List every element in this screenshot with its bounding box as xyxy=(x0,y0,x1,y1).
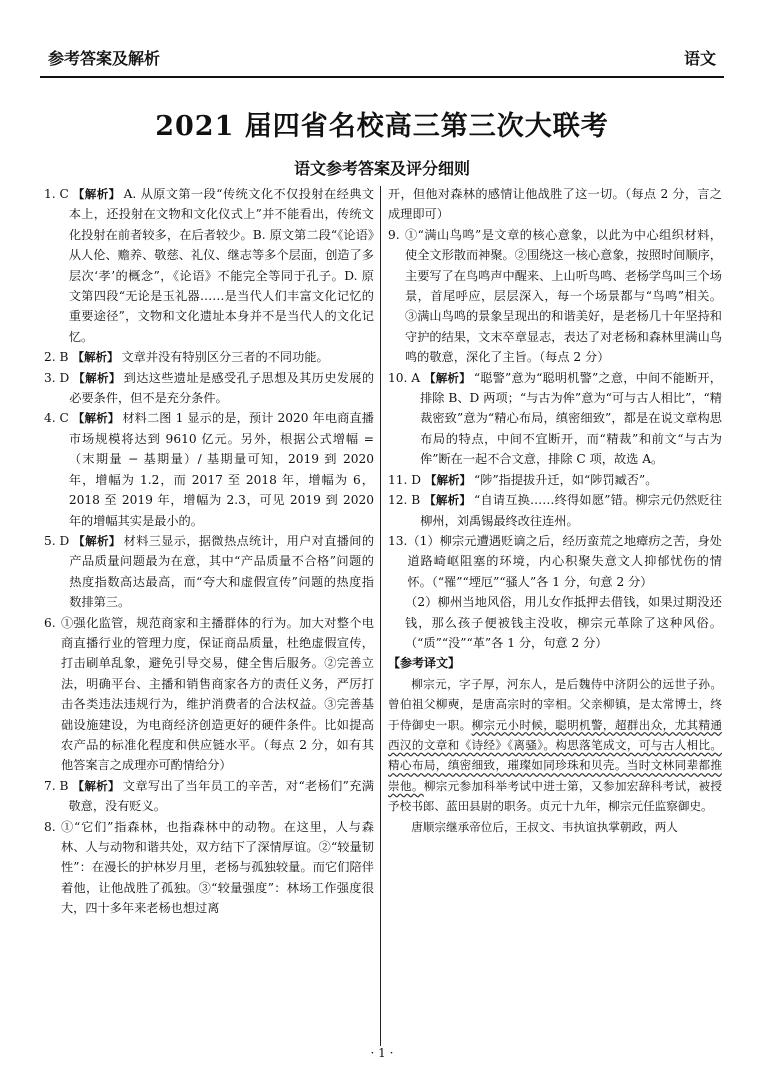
analysis-tag: 【解析】 xyxy=(425,472,472,487)
answer-subitem: （2）柳州当地风俗，用儿女作抵押去借钱，如果过期没还钱，那么孩子便被钱主没收，柳宗元革除了这种风俗。（“质”“没”“革”各 1 分，句意 2 分） xyxy=(405,595,722,650)
translation-heading: 【参考译文】 xyxy=(388,656,461,671)
header-right-text: 语文 xyxy=(683,49,716,68)
column-divider xyxy=(380,186,381,1046)
answer-number: 6. xyxy=(44,615,56,630)
answer-item xyxy=(44,347,374,367)
answer-number: 3. D xyxy=(44,370,70,385)
answer-item xyxy=(388,470,722,490)
analysis-tag: 【解析】 xyxy=(72,411,120,426)
translation-paragraph xyxy=(388,674,722,817)
analysis-tag: 【解析】 xyxy=(73,533,121,548)
analysis-tag: 【解析】 xyxy=(72,350,119,365)
answer-number: 8. xyxy=(44,819,56,834)
analysis-tag: 【解析】 xyxy=(72,187,121,201)
answer-text: A. 从原文第一段“传统文化不仅投射在经典文本上，还投射在文物和文化仪式上”并不能看出，传统文化投射在前者较多，在后者较少。B. 原文第二段“《论语》从人伦、赡养、敬慈、礼仪、继志等多个层面，创造了多层次‘孝’的概念”，《论语》不能完全等同于孔子。D. 原文第四段“无论是玉礼器……是当代人们丰富文化记忆的重要途径”，文物和文化遗址本身并不是当代人的文化记忆。 xyxy=(68,187,375,344)
answer-text: 材料二图 1 显示的是，预计 2020 年电商直播市场规模将达到 9610 亿元。另外，根据公式增幅 =（末期量 − 基期量）/ 基期量可知，2019 到 2020 年，增幅为 1.2，而 2017 至 2018 年，增幅为 6，2018 至 2019 年，增幅为 2.3，可见 2019 到 2020 年的增幅其实是最小的。 xyxy=(68,411,374,528)
answer-text: 到达这些遗址是感受孔子思想及其历史发展的必要条件，但不是充分条件。 xyxy=(69,370,375,406)
left-column xyxy=(44,184,374,919)
answer-text: 文章写出了当年员工的辛苦，对“老杨们”充满敬意，没有贬义。 xyxy=(68,778,374,814)
page-title: 2021 届四省名校高三第三次大联考 xyxy=(155,111,609,142)
answer-text: ①“它们”指森林，也指森林中的动物。在这里，人与森林、人与动物和谐共处，双方结下了深情厚谊。②“较量韧性”：在漫长的护林岁月里，老杨与孤独较量。而它们陪伴着他，让他战胜了孤独。③“较量强度”：林场工作强度很大，四十多年来老杨也想过离 xyxy=(61,819,374,916)
page-subtitle: 语文参考答案及评分细则 xyxy=(293,159,470,178)
answer-text: （1）柳宗元遭遇贬谪之后，经历蛮荒之地瘴疠之苦，身处道路崎岖阻塞的环境，内心积聚失意文人抑郁忧伤的情怀。（“罹”“堙厄”“骚人”各 1 分，句意 2 分） xyxy=(407,533,722,589)
answer-item xyxy=(44,408,374,530)
analysis-tag: 【解析】 xyxy=(424,493,472,508)
translation-paragraph: 唐顺宗继承帝位后，王叔文、韦执谊执掌朝政，两人 xyxy=(411,819,678,834)
answer-item xyxy=(388,225,722,368)
answer-number: 5. D xyxy=(44,533,70,548)
answer-item xyxy=(44,817,374,919)
translation-text: 柳宗元参加科举考试中进士第，又参加宏辞科考试，被授予校书郎、蓝田县尉的职务。贞元十九年，柳宗元任监察御史。 xyxy=(388,778,722,814)
answer-number: 10. A xyxy=(388,370,421,385)
answer-item xyxy=(388,368,722,470)
analysis-tag: 【解析】 xyxy=(72,778,120,793)
answer-text: 文章并没有特别区分三者的不同功能。 xyxy=(121,350,329,365)
continued-text: 开，但他对森林的感情让他战胜了这一切。（每点 2 分，言之成理即可） xyxy=(388,187,722,222)
analysis-tag: 【解析】 xyxy=(73,370,121,385)
answer-item xyxy=(44,368,374,409)
answer-number: 11. D xyxy=(388,472,422,487)
answer-text: ①“满山鸟鸣”是文章的核心意象，以此为中心组织材料，使全文形散而神聚。②围绕这一核心意象，按照时间顺序，主要写了在鸟鸣声中醒来、上山听鸟鸣、老杨学鸟叫三个场景，首尾呼应，层层深入，每一个场景都与“鸟鸣”相关。③满山鸟鸣的景象呈现出的和谐美好，是老杨几十年坚持和守护的结果，文末卒章显志，表达了对老杨和森林里满山鸟鸣的敬意，深化了主旨。（每点 2 分） xyxy=(405,227,722,365)
answer-item xyxy=(44,613,374,776)
answer-item xyxy=(388,531,722,592)
answer-text: ①强化监管，规范商家和主播群体的行为。加大对整个电商直播行业的管理力度，保证商品质量，杜绝虚假宣传，打击刷单乱象，避免引导交易，健全售后服务。②完善立法，明确平台、主播和销售商家各方的责任义务，严厉打击各类违法违规行为，维护消费者的合法权益。③完善基础设施建设，为电商经济创造更好的硬件条件。比如提高农产品的标准化程度和供应链水平。（每点 2 分，如有其他答案言之成理亦可酌情给分） xyxy=(61,615,374,773)
answer-text: “聪警”意为“聪明机警”之意，中间不能断开，排除 B、D 两项；“与古为侔”意为“可与古人相比”，“精裁密致”意为“精心布局，缜密细致”，都是在说文章构思布局的特点，中间不宜断开，而“精裁”和前文“与古为侔”断在一起不合文意，排除 C 项，故选 A。 xyxy=(420,370,722,467)
page-header xyxy=(40,34,724,78)
header-left-text: 参考答案及解析 xyxy=(48,49,161,68)
page-number: · 1 · xyxy=(370,1046,394,1060)
answer-number: 13. xyxy=(388,533,408,548)
answer-number: 1. C xyxy=(44,187,69,201)
answer-item xyxy=(388,490,722,531)
answer-number: 12. B xyxy=(388,493,421,508)
answer-number: 4. C xyxy=(44,411,69,426)
analysis-tag: 【解析】 xyxy=(424,370,471,385)
answer-text: 材料三显示，据微热点统计，用户对直播间的产品质量问题最为在意，其中“产品质量不合格”问题的热度指数高达最高，而“夸大和虚假宣传”问题的热度指数排第三。 xyxy=(69,533,375,610)
answer-number: 2. B xyxy=(44,350,69,365)
answer-item xyxy=(44,184,374,347)
right-column xyxy=(388,184,722,837)
answer-item xyxy=(44,776,374,817)
translation-underlined-text: 柳宗元小时候，聪明机警，超群出众，尤其精通西汉的文章和《诗经》《离骚》。构思落笔成文，可与古人相比。精心布局，缜密细致，璀璨如同珍珠和贝壳。当时文林同辈都推崇他。 xyxy=(388,717,722,793)
translation-text: 柳宗元，字子厚，河东人，是后魏侍中济阴公的远世子孙。曾伯祖父柳奭，是唐高宗时的宰相。父亲柳镇，是太常博士，终于侍御史一职。 xyxy=(388,676,722,732)
answer-text: “陟”指提拔升迁，如“陟罚臧否”。 xyxy=(474,472,658,487)
answer-number: 7. B xyxy=(44,778,69,793)
answer-number: 9. xyxy=(388,227,400,242)
answer-text: “自请互换……终得如愿”错。柳宗元仍然贬往柳州，刘禹锡最终改往连州。 xyxy=(420,493,722,528)
answer-item xyxy=(44,531,374,613)
